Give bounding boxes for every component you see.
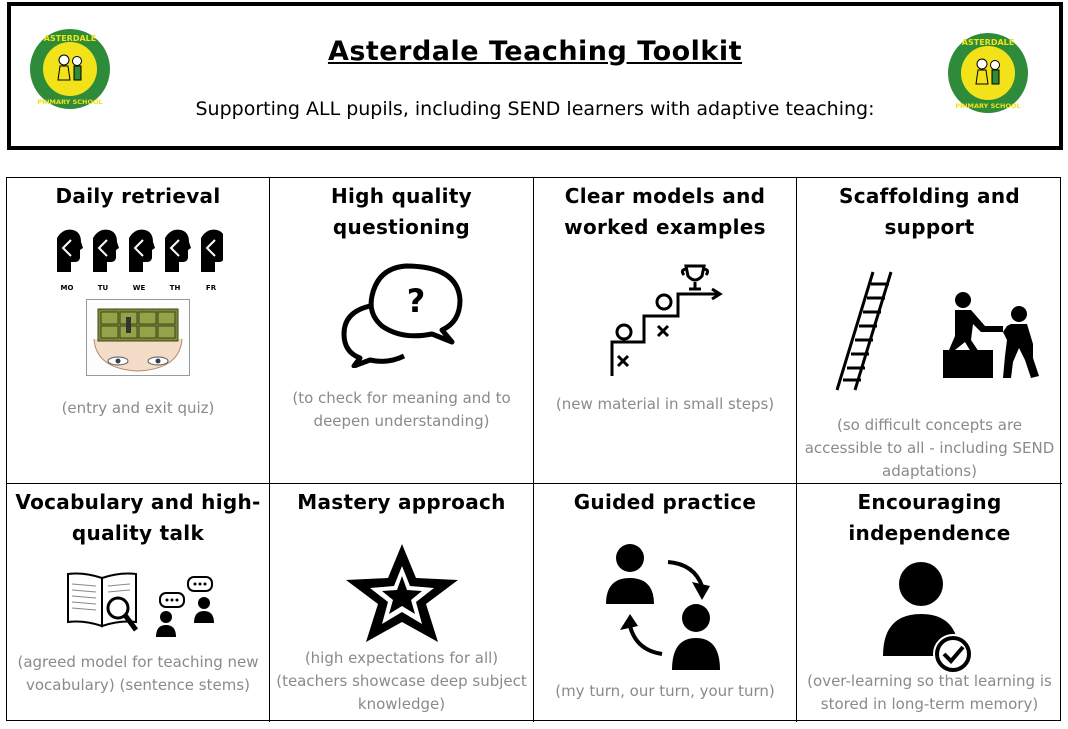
card-scaffolding	[797, 178, 1062, 484]
card-note: (so difficult concepts are accessible to all - including SEND adaptations)	[804, 416, 1055, 480]
card-note: (to check for meaning and to deepen understanding)	[292, 389, 511, 430]
card-title: Clear models and worked examples	[564, 184, 766, 239]
head-retrieval-icon	[53, 228, 223, 296]
page-title: Asterdale Teaching Toolkit	[327, 36, 743, 67]
card-clear-models	[534, 178, 797, 484]
speech-bubbles-question-icon	[340, 260, 466, 368]
people-talking-icon	[152, 575, 222, 639]
card-guided-practice	[534, 484, 797, 722]
person-check-icon	[881, 562, 977, 674]
day-label: WE	[132, 284, 146, 292]
card-vocabulary	[7, 484, 270, 722]
steps-trophy-icon	[606, 262, 728, 378]
ladder-icon	[833, 270, 933, 394]
brain-filing-cabinet-icon	[86, 299, 190, 376]
card-title: Scaffolding and support	[839, 184, 1020, 239]
card-note: (agreed model for teaching new vocabulary) (sentence stems)	[17, 653, 259, 694]
helping-hand-icon	[941, 290, 1045, 382]
card-note: (high expectations for all) (teachers showcase deep subject knowledge)	[276, 649, 527, 713]
card-title: Vocabulary and high-quality talk	[15, 490, 261, 545]
page-subtitle: Supporting ALL pupils, including SEND learners with adaptive teaching:	[195, 98, 875, 120]
day-label: TH	[169, 284, 181, 292]
card-note: (entry and exit quiz)	[61, 399, 215, 417]
logo-text-bottom: PRIMARY SCHOOL	[37, 98, 103, 106]
card-title: Mastery approach	[297, 490, 506, 514]
star-icon	[342, 542, 462, 646]
day-label: FR	[205, 284, 217, 292]
card-title: Guided practice	[573, 490, 757, 514]
book-magnifier-icon	[64, 570, 144, 636]
card-encouraging-independence	[797, 484, 1062, 722]
card-note: (new material in small steps)	[555, 395, 775, 413]
card-note: (my turn, our turn, your turn)	[555, 682, 775, 700]
card-note: (over-learning so that learning is stored in long-term memory)	[807, 672, 1052, 713]
logo-text-top: ASTERDALE	[961, 38, 1015, 47]
day-label: MO	[60, 284, 74, 292]
logo-text-bottom: PRIMARY SCHOOL	[955, 102, 1021, 110]
page-header	[7, 2, 1063, 150]
card-high-quality-questioning	[270, 178, 534, 484]
card-mastery-approach	[270, 484, 534, 722]
card-title: Daily retrieval	[55, 184, 221, 208]
question-mark-glyph: ?	[406, 282, 426, 320]
logo-text-top: ASTERDALE	[43, 34, 97, 43]
card-title: Encouraging independence	[848, 490, 1011, 545]
card-daily-retrieval	[7, 178, 270, 484]
day-label: TU	[97, 284, 109, 292]
card-title: High quality questioning	[330, 184, 473, 239]
people-exchange-icon	[604, 542, 728, 672]
toolkit-grid	[6, 177, 1061, 721]
